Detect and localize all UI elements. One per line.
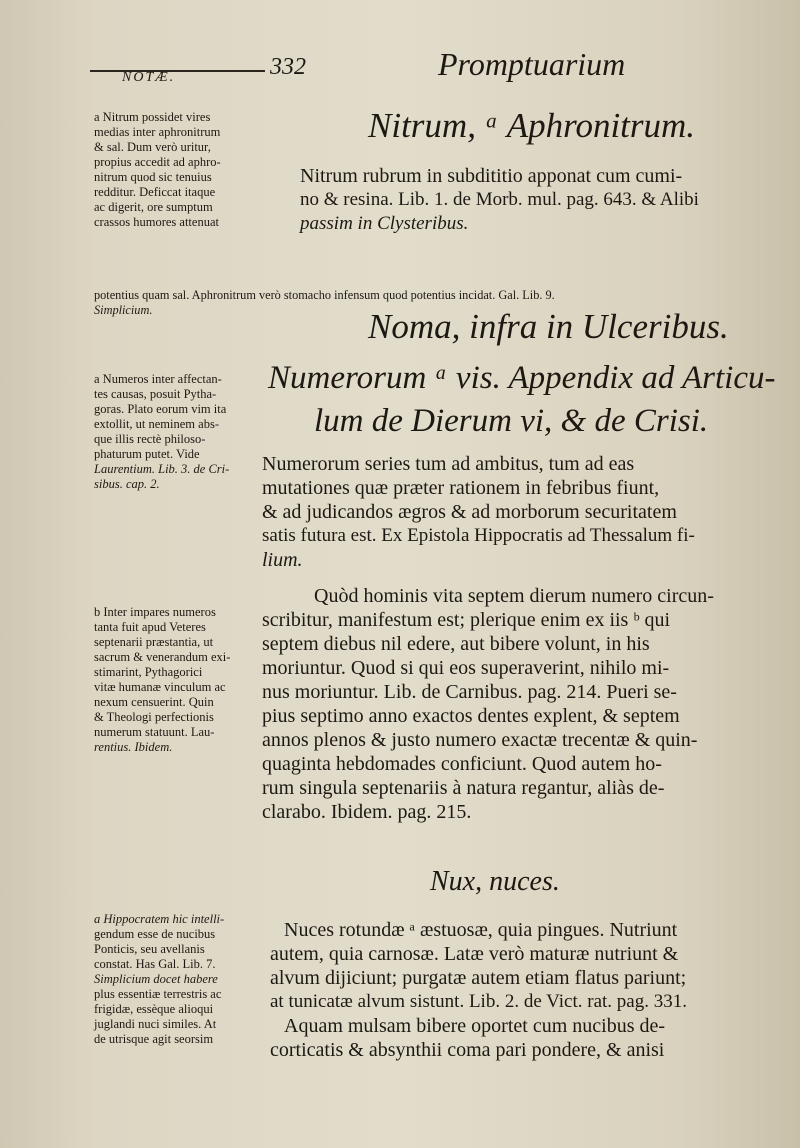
body-line: rum singula septenariis à natura regantur, aliàs de-: [262, 777, 665, 799]
header-notae-label: NOTÆ.: [122, 70, 176, 85]
note-line: nitrum quod sic tenuius: [94, 170, 212, 184]
running-title: Promptuarium: [438, 46, 626, 82]
body-numerorum-b: [262, 584, 714, 824]
note-line: a Nitrum possidet vires: [94, 110, 211, 124]
body-line: no & resina. Lib. 1. de Morb. mul. pag. 643. & Alibi: [300, 189, 699, 210]
note-line: plus essentiæ terrestris ac: [94, 987, 222, 1001]
note-line: rentius. Ibidem.: [94, 740, 173, 754]
page-number: 332: [270, 54, 306, 80]
note-nux: [94, 912, 224, 1047]
note-line: b Inter impares numeros: [94, 605, 216, 619]
body-line: Numerorum series tum ad ambitus, tum ad eas: [262, 453, 635, 475]
body-line: mutationes quæ præter rationem in febribus fiunt,: [262, 477, 660, 499]
note-line: a Numeros inter affectan-: [94, 372, 222, 386]
body-line: quaginta hebdomades conficiunt. Quod autem ho-: [262, 753, 662, 775]
note-line: tanta fuit apud Veteres: [94, 620, 206, 634]
body-line: clarabo. Ibidem. pag. 215.: [262, 801, 472, 823]
note-line: Simplicium docet habere: [94, 972, 218, 986]
note-line: septenarii præstantia, ut: [94, 635, 214, 649]
note-line: Simplicium.: [94, 303, 153, 317]
heading-nitrum: Nitrum, ᵃ Aphronitrum.: [368, 106, 696, 145]
note-line: crassos humores attenuat: [94, 215, 219, 229]
note-line: tes causas, posuit Pytha-: [94, 387, 217, 401]
note-line: Ponticis, seu avellanis: [94, 942, 205, 956]
note-line: numerum statuunt. Lau-: [94, 725, 215, 739]
note-line: medias inter aphronitrum: [94, 125, 221, 139]
note-line: que illis rectè philoso-: [94, 432, 206, 446]
body-line: corticatis & absynthii coma pari pondere, & anisi: [270, 1039, 665, 1061]
body-line: lium.: [262, 549, 303, 571]
body-line: Nitrum rubrum in subdititio apponat cum cumi-: [300, 165, 683, 187]
body-numerorum-a: [262, 452, 695, 572]
heading-noma: Noma, infra in Ulceribus.: [368, 307, 729, 346]
body-line: & ad judicandos ægros & ad morborum securitatem: [262, 501, 677, 523]
body-line: Quòd hominis vita septem dierum numero circun-: [314, 585, 714, 607]
note-line: juglandi nuci similes. At: [94, 1017, 217, 1031]
note-line: & Theologi perfectionis: [94, 710, 214, 724]
note-line: potentius quam sal. Aphronitrum verò stomacho infensum quod potentius incidat. Gal. Lib. 9.: [94, 288, 555, 302]
body-line: at tunicatæ alvum sistunt. Lib. 2. de Vict. rat. pag. 331.: [270, 991, 687, 1012]
body-nux: [270, 918, 687, 1062]
body-line: scribitur, manifestum est; plerique enim ex iis ᵇ qui: [262, 609, 671, 631]
body-line: Aquam mulsam bibere oportet cum nucibus de-: [284, 1015, 666, 1037]
note-line: goras. Plato eorum vim ita: [94, 402, 227, 416]
note-line: ac digerit, ore sumptum: [94, 200, 213, 214]
note-line: sacrum & venerandum exi-: [94, 650, 231, 664]
body-line: annos plenos & justo numero exactæ trecentæ & quin-: [262, 729, 698, 751]
body-line: pius septimo anno exactos dentes explent, & septem: [262, 705, 680, 727]
note-line: redditur. Deficcat itaque: [94, 185, 216, 199]
note-line: & sal. Dum verò uritur,: [94, 140, 211, 154]
body-line: nus moriuntur. Lib. de Carnibus. pag. 214. Pueri se-: [262, 681, 677, 703]
body-line: septem diebus nil edere, aut bibere volunt, in his: [262, 633, 650, 655]
note-line: vitæ humanæ vinculum ac: [94, 680, 226, 694]
note-line: gendum esse de nucibus: [94, 927, 216, 941]
body-line: autem, quia carnosæ. Latæ verò maturæ nutriunt &: [270, 943, 679, 965]
note-line: de utrisque agit seorsim: [94, 1032, 214, 1046]
heading-numerorum-line1: Numerorum ᵃ vis. Appendix ad Articu-: [268, 360, 776, 396]
header-rule-left: [90, 70, 265, 72]
body-line: satis futura est. Ex Epistola Hippocratis ad Thessalum fi-: [262, 525, 695, 546]
body-line: passim in Clysteribus.: [300, 213, 469, 234]
note-line: sibus. cap. 2.: [94, 477, 160, 491]
body-line: moriuntur. Quod si qui eos superaverint, nihilo mi-: [262, 657, 670, 679]
heading-nux: Nux, nuces.: [430, 866, 560, 897]
note-numerorum-b: [94, 605, 230, 755]
body-line: Nuces rotundæ ᵃ æstuosæ, quia pingues. Nutriunt: [284, 919, 678, 941]
note-numerorum-a: [94, 372, 229, 492]
note-nitrum: [94, 110, 221, 230]
body-nitrum: [300, 164, 699, 236]
note-line: stimarint, Pythagorici: [94, 665, 203, 679]
note-line: extollit, ut neminem abs-: [94, 417, 219, 431]
note-line: frigidæ, essèque alioqui: [94, 1002, 214, 1016]
body-line: alvum dijiciunt; purgatæ autem etiam flatus pariunt;: [270, 967, 687, 989]
note-line: phaturum putet. Vide: [94, 447, 200, 461]
heading-numerorum-line2: lum de Dierum vi, & de Crisi.: [314, 403, 709, 439]
note-line: a Hippocratem hic intelli-: [94, 912, 225, 926]
note-line: Laurentium. Lib. 3. de Cri-: [94, 462, 230, 476]
note-line: propius accedit ad aphro-: [94, 155, 221, 169]
note-line: nexum censuerint. Quin: [94, 695, 214, 709]
note-line: constat. Has Gal. Lib. 7.: [94, 957, 216, 971]
